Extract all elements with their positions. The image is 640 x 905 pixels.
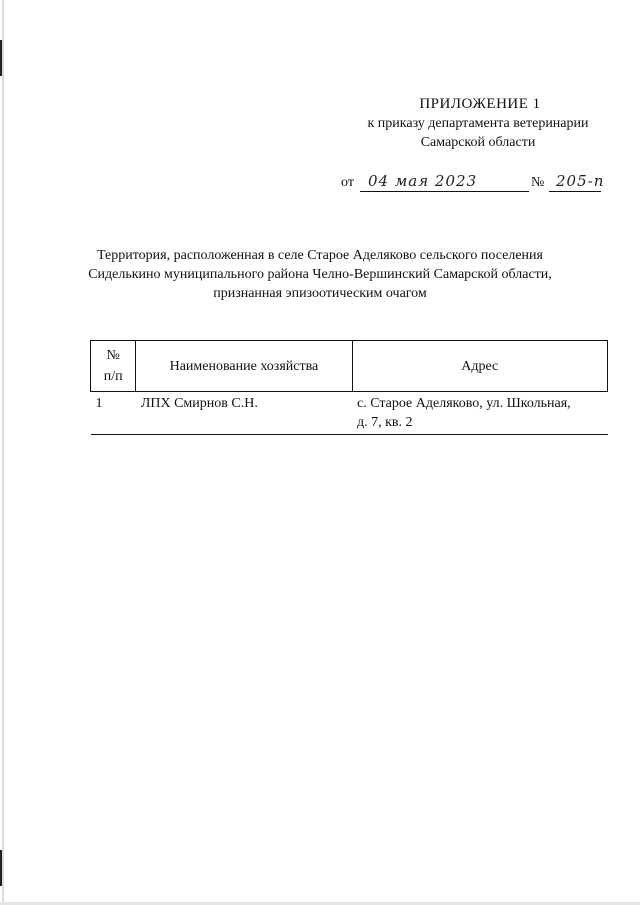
from-label: от: [341, 175, 354, 190]
address-line1: с. Старое Аделяково, ул. Школьная,: [357, 396, 571, 411]
appendix-subtitle-line2: Самарской области: [420, 135, 536, 150]
number-label: №: [531, 175, 545, 190]
number-underline: [549, 191, 601, 192]
address-line2: д. 7, кв. 2: [357, 415, 413, 430]
table-header-row: [91, 341, 608, 392]
column-header-address: Адрес: [352, 341, 608, 392]
household-address: [352, 392, 608, 435]
table-row: [91, 392, 608, 435]
scan-mark: [0, 40, 2, 76]
column-header-number: [91, 341, 136, 392]
column-header-name: Наименование хозяйства: [136, 341, 352, 392]
handwritten-number: 205-п: [556, 172, 605, 190]
scan-left-edge: [2, 0, 4, 905]
appendix-header: [340, 95, 610, 152]
heading-line1: Территория, расположенная в селе Старое Аделяково сельского поселения: [97, 248, 543, 263]
handwritten-date: 04 мая 2023: [368, 172, 478, 190]
appendix-title: ПРИЛОЖЕНИЕ 1: [419, 96, 541, 112]
heading-line3: признанная эпизоотическим очагом: [213, 286, 427, 301]
order-date-number-row: [341, 172, 611, 194]
row-number: 1: [91, 392, 136, 435]
households-table: [90, 340, 608, 435]
heading-line2: Сиделькино муниципального района Челно-Вершинский Самарской области,: [88, 267, 552, 282]
date-underline: [360, 191, 529, 192]
scan-mark: [0, 850, 2, 886]
number-abbrev: п/п: [103, 369, 123, 384]
household-name: ЛПХ Смирнов С.Н.: [136, 392, 352, 435]
number-sign: №: [106, 348, 120, 363]
appendix-subtitle-line1: к приказу департамента ветеринарии: [367, 116, 589, 131]
document-heading: [70, 246, 570, 303]
